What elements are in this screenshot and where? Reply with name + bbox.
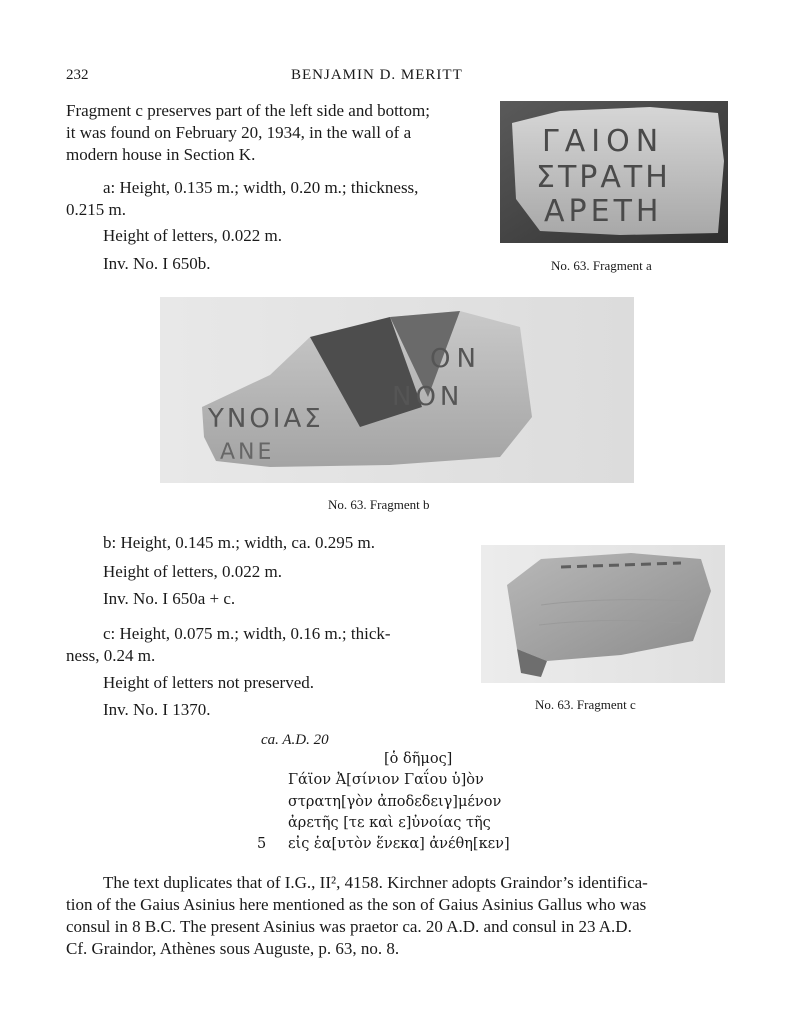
frag-c-dims-2: ness, 0.24 m. xyxy=(66,646,156,665)
commentary-line-1: The text duplicates that of I.G., II², 4158. Kirchner adopts Graindor’s identifica- xyxy=(103,873,648,892)
frag-b-letters: Height of letters, 0.022 m. xyxy=(103,562,282,581)
svg-text:ΥΝΟΙΑΣ: ΥΝΟΙΑΣ xyxy=(208,404,324,434)
frag-a-inv: Inv. No. I 650b. xyxy=(103,254,211,273)
frag-b-dims: b: Height, 0.145 m.; width, ca. 0.295 m. xyxy=(103,533,375,552)
commentary-line-2: tion of the Gaius Asinius here mentioned as the son of Gaius Asinius Gallus who was xyxy=(66,895,647,914)
inscription-date: ca. A.D. 20 xyxy=(261,732,329,748)
svg-text:ΓΑΙΟΝ: ΓΑΙΟΝ xyxy=(542,124,665,159)
inscription-line-2: Γάϊον Ἀ[σίνιον Γαΐου ὑ]ὸν xyxy=(288,772,484,788)
fragment-c-caption: No. 63. Fragment c xyxy=(535,697,636,712)
frag-b-inv: Inv. No. I 650a + c. xyxy=(103,589,236,608)
commentary-line-3: consul in 8 B.C. The present Asinius was praetor ca. 20 A.D. and consul in 23 A.D. xyxy=(66,917,632,936)
svg-text:ΝΟΝ: ΝΟΝ xyxy=(392,382,464,412)
inscription-line-number-5: 5 xyxy=(257,836,267,852)
frag-a-letters: Height of letters, 0.022 m. xyxy=(103,226,282,245)
frag-a-dims-2: 0.215 m. xyxy=(66,200,126,219)
frag-a-dims-1: a: Height, 0.135 m.; width, 0.20 m.; thickness, xyxy=(103,178,419,197)
intro-line-3: modern house in Section K. xyxy=(66,145,256,164)
fragment-c-image xyxy=(481,545,725,683)
fragment-a-image xyxy=(500,101,728,243)
frag-c-dims-1: c: Height, 0.075 m.; width, 0.16 m.; thick- xyxy=(103,624,391,643)
page-number: 232 xyxy=(66,67,89,83)
fragment-b-image xyxy=(160,297,634,483)
inscription-line-1: [ὁ δῆμος] xyxy=(384,751,453,767)
fragment-b-photo xyxy=(160,297,634,483)
fragment-a-caption: No. 63. Fragment a xyxy=(551,258,652,273)
inscription-line-4: ἀρετῆς [τε καὶ ε]ὐνοίας τῆς xyxy=(288,815,491,831)
frag-c-letters: Height of letters not preserved. xyxy=(103,673,315,692)
svg-text:ΑΝΕ: ΑΝΕ xyxy=(220,440,275,465)
intro-line-2: it was found on February 20, 1934, in the wall of a xyxy=(66,123,412,142)
fragment-c-photo xyxy=(481,545,725,683)
svg-text:ΑΡΕΤΗ: ΑΡΕΤΗ xyxy=(544,194,663,229)
svg-text:ΟΝ: ΟΝ xyxy=(430,344,482,374)
inscription-line-3: στρατη[γὸν ἀποδεδειγ]μένον xyxy=(288,794,502,810)
running-title: BENJAMIN D. MERITT xyxy=(291,67,463,83)
fragment-b-caption: No. 63. Fragment b xyxy=(328,497,430,512)
frag-c-inv: Inv. No. I 1370. xyxy=(103,700,211,719)
fragment-a-photo xyxy=(500,101,728,243)
inscription-line-5: εἰς ἑα[υτὸν ἕνεκα] ἀνέθη[κεν] xyxy=(288,836,510,852)
commentary-line-4: Cf. Graindor, Athènes sous Auguste, p. 63, no. 8. xyxy=(66,939,400,958)
intro-line-1: Fragment c preserves part of the left side and bottom; xyxy=(66,101,430,120)
svg-text:ΣΤΡΑΤΗ: ΣΤΡΑΤΗ xyxy=(536,160,671,195)
